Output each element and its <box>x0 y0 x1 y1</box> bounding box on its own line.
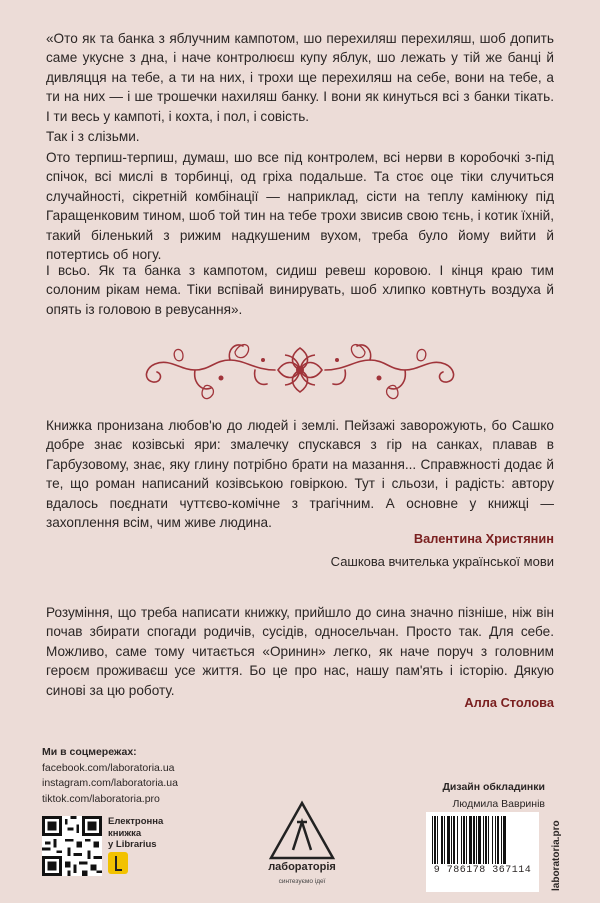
barcode-stripe <box>463 816 465 864</box>
isbn-number: 9 786178 367114 <box>426 865 539 876</box>
excerpt-paragraph-4: І всьо. Як та банка з кампотом, сидиш ревеш коровою. І кінця краю тим солоним рікам нема. Тіки вспівай винирувать, шоб хлипко ковтнуть воздуха й опять із головою в ревусання». <box>46 263 554 317</box>
barcode-stripe <box>488 816 489 864</box>
barcode-stripe <box>469 816 472 864</box>
barcode-stripe <box>437 816 438 864</box>
social-link-tiktok[interactable]: tiktok.com/laboratoria.pro <box>42 792 160 805</box>
barcode-stripe <box>441 816 443 864</box>
social-link-facebook[interactable]: facebook.com/laboratoria.ua <box>42 761 175 774</box>
social-heading: Ми в соцмережах: <box>42 746 137 758</box>
ebook-line-3: у Librarius <box>108 839 157 850</box>
ebook-line-2: книжка <box>108 827 142 839</box>
barcode-stripe <box>466 816 467 864</box>
social-link-instagram[interactable]: instagram.com/laboratoria.ua <box>42 777 178 790</box>
barcode-stripe <box>457 816 458 864</box>
librarius-logo-icon <box>108 852 128 874</box>
barcode-stripe <box>497 816 499 864</box>
publisher-tagline: синтезуємо ідеї <box>278 878 326 885</box>
barcode-stripe <box>453 816 455 864</box>
cover-design-credit <box>442 779 545 813</box>
review-1-author: Валентина Христянин <box>413 531 554 546</box>
excerpt-paragraph-2: Так і з слізьми. <box>46 129 140 144</box>
barcode-stripe <box>461 816 462 864</box>
barcode-stripe <box>485 816 487 864</box>
review-2-text: Розуміння, що треба написати книжку, прийшло до сина значно пізніше, ніж він почав збирати спогади родичів, сусідів, односельчан. Просто так. Для себе. Можливо, саме тому читається «Оринин» легко, як наче поруч з головним героєм проживаєш усе життя. Бо це про нас, нашу пам'ять і історію. Дякую синові за цю роботу. <box>46 605 554 698</box>
barcode-stripe <box>432 816 433 864</box>
barcode-stripe <box>492 816 493 864</box>
barcode-stripe <box>495 816 496 864</box>
social-links <box>42 745 178 807</box>
laboratoria-logo-icon <box>257 800 347 862</box>
publisher-url[interactable]: laboratoria.pro <box>551 820 562 891</box>
barcode-stripe <box>503 816 506 864</box>
excerpt-paragraph-1: «Ото як та банка з яблучним кампотом, шо перехиляш перехиляш, шоб допить саме укусне з дна, і наче контролюєш купу яблук, шо лежать у тій же банці й дивляцця на тебе, а ти на них, і трохи ще перехиляш на себе, вони на тебе, а ти на них — і ше трошечки нахиляш банку. І вони як кинуться всі з банки тікать. І ти весь у кампоті, і кохта, і пол, і совість. <box>46 31 554 124</box>
cover-designer-name: Людмила Вавринів <box>452 798 545 810</box>
floral-ornament-icon <box>135 330 465 410</box>
barcode-stripe <box>444 816 445 864</box>
barcode-stripe <box>476 816 477 864</box>
review-2-author: Алла Столова <box>464 695 554 710</box>
barcode-stripe <box>483 816 484 864</box>
barcode-stripe <box>501 816 502 864</box>
ebook-label <box>108 816 163 851</box>
qr-code-icon[interactable] <box>42 816 102 876</box>
barcode-stripe <box>434 816 436 864</box>
excerpt-paragraph-3: Ото терпиш-терпиш, думаш, шо все під контролем, всі нерви в коробочкі з-під спічок, всі мислі в торбинці, од гріха подальше. Та стоє оце тіки случиться случайності, сікретній комбінації — наприклад, сісти на теплу камінюку під Гаращенковим тином, шоб той тин на тебе трохи звисив свою тєнь, і котик їхній, такий біленький з рижим надкушеним вухом, треба було йому вийти й потертись об ногу. <box>46 150 554 263</box>
ebook-line-1: Електронна <box>108 816 164 827</box>
barcode-stripe <box>447 816 450 864</box>
cover-design-heading: Дизайн обкладинки <box>442 781 545 793</box>
barcode-stripe <box>478 816 481 864</box>
barcode-stripe <box>473 816 475 864</box>
review-1-author-role: Сашкова вчителька української мови <box>330 554 554 569</box>
publisher-url-vertical <box>551 811 565 891</box>
publisher-name: лабораторія <box>268 861 336 873</box>
review-1-text: Книжка пронизана любов'ю до людей і землі. Пейзажі заворожують, бо Сашко добре знає козівські яри: змалечку спускався з гір на санках, плавав в Гарбузовому, знає, яку глину потрібно брати на мазання... Справжності додає й те, що роман написаний козівською говіркою. Тут і сльози, і радість: автору вдалось поєднати чуттєво-комічне з трагічним. А основне у книжці — захоплення всім, чим живе людина. <box>46 418 554 531</box>
barcode-stripe <box>451 816 452 864</box>
isbn-barcode <box>426 812 539 892</box>
